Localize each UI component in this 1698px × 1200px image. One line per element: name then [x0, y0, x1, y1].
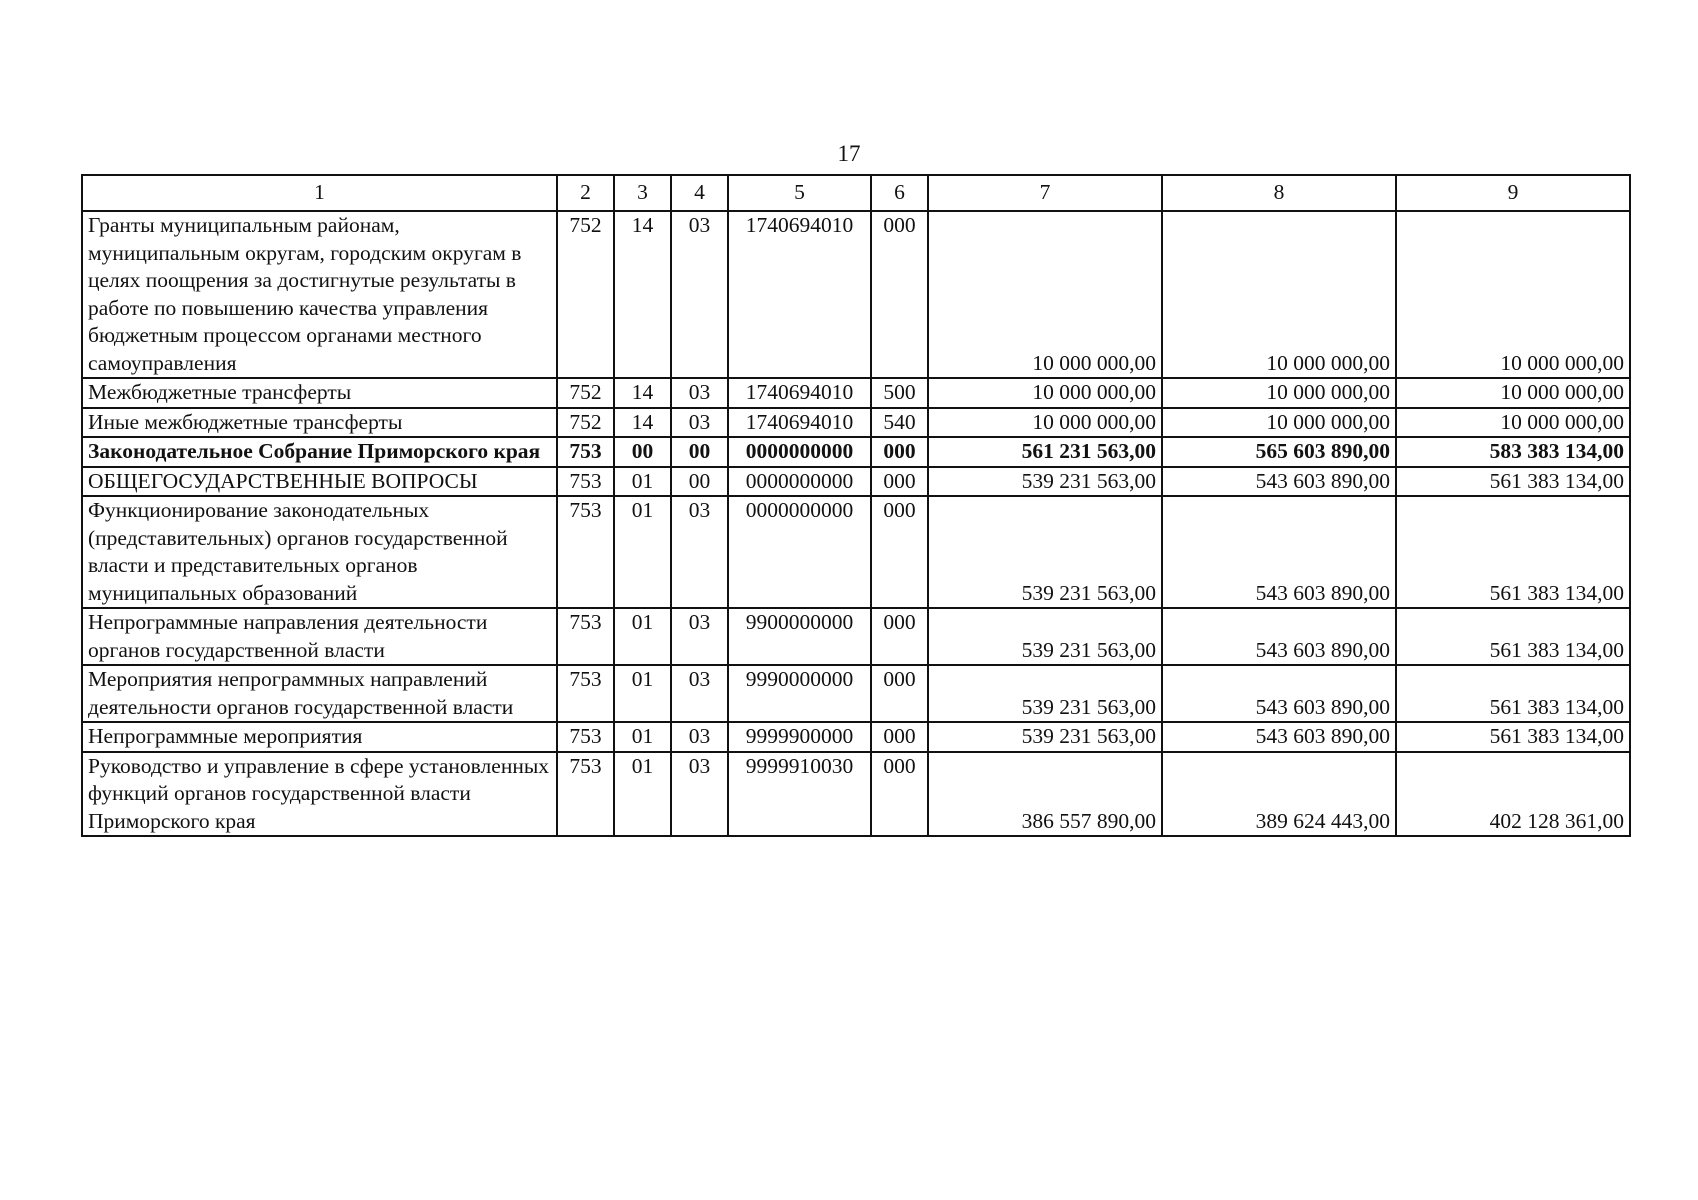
subsection-code-cell: 03 — [671, 408, 728, 438]
amount-col8-cell: 565 603 890,00 — [1162, 437, 1396, 467]
expense-type-code-cell: 000 — [871, 467, 928, 497]
section-code-cell: 01 — [614, 665, 671, 722]
subsection-code-cell: 03 — [671, 378, 728, 408]
expense-type-code-cell: 000 — [871, 752, 928, 837]
ministry-code-cell: 752 — [557, 378, 614, 408]
table-row — [82, 665, 1630, 722]
amount-col9-cell: 10 000 000,00 — [1396, 378, 1630, 408]
table-row — [82, 496, 1630, 608]
item-name-cell: ОБЩЕГОСУДАРСТВЕННЫЕ ВОПРОСЫ — [82, 467, 557, 497]
amount-col7-cell: 539 231 563,00 — [928, 665, 1162, 722]
item-name-cell: Руководство и управление в сфере установленных функций органов государственной власти Приморского края — [82, 752, 557, 837]
subsection-code-cell: 03 — [671, 752, 728, 837]
expense-type-code-cell: 500 — [871, 378, 928, 408]
table-row — [82, 752, 1630, 837]
subsection-code-cell: 03 — [671, 722, 728, 752]
ministry-code-cell: 753 — [557, 665, 614, 722]
section-code-cell: 01 — [614, 608, 671, 665]
amount-col8-cell: 10 000 000,00 — [1162, 408, 1396, 438]
item-name-cell: Мероприятия непрограммных направлений деятельности органов государственной власти — [82, 665, 557, 722]
amount-col7-cell: 10 000 000,00 — [928, 211, 1162, 378]
target-item-code-cell: 9999910030 — [728, 752, 871, 837]
item-name-cell: Непрограммные направления деятельности органов государственной власти — [82, 608, 557, 665]
ministry-code-cell: 753 — [557, 752, 614, 837]
ministry-code-cell: 753 — [557, 722, 614, 752]
amount-col9-cell: 561 383 134,00 — [1396, 608, 1630, 665]
target-item-code-cell: 1740694010 — [728, 378, 871, 408]
table-row — [82, 378, 1630, 408]
amount-col8-cell: 389 624 443,00 — [1162, 752, 1396, 837]
amount-col8-cell: 10 000 000,00 — [1162, 378, 1396, 408]
expense-type-code-cell: 000 — [871, 437, 928, 467]
amount-col7-cell: 10 000 000,00 — [928, 408, 1162, 438]
amount-col7-cell: 539 231 563,00 — [928, 496, 1162, 608]
item-name-cell: Гранты муниципальным районам, муниципальным округам, городским округам в целях поощрения за достигнутые результаты в работе по повышению качества управления бюджетным процессом органами местного самоуправления — [82, 211, 557, 378]
expense-type-code-cell: 000 — [871, 211, 928, 378]
ministry-code-cell: 752 — [557, 211, 614, 378]
target-item-code-cell: 1740694010 — [728, 408, 871, 438]
subsection-code-cell: 00 — [671, 437, 728, 467]
subsection-code-cell: 03 — [671, 211, 728, 378]
amount-col8-cell: 10 000 000,00 — [1162, 211, 1396, 378]
amount-col7-cell: 386 557 890,00 — [928, 752, 1162, 837]
section-code-cell: 01 — [614, 467, 671, 497]
budget-table — [81, 174, 1631, 837]
target-item-code-cell: 9990000000 — [728, 665, 871, 722]
column-number-cell: 8 — [1162, 175, 1396, 211]
column-number-cell: 2 — [557, 175, 614, 211]
target-item-code-cell: 1740694010 — [728, 211, 871, 378]
amount-col7-cell: 10 000 000,00 — [928, 378, 1162, 408]
amount-col9-cell: 561 383 134,00 — [1396, 665, 1630, 722]
item-name-cell: Непрограммные мероприятия — [82, 722, 557, 752]
target-item-code-cell: 0000000000 — [728, 467, 871, 497]
ministry-code-cell: 753 — [557, 496, 614, 608]
expense-type-code-cell: 000 — [871, 496, 928, 608]
target-item-code-cell: 9900000000 — [728, 608, 871, 665]
amount-col9-cell: 561 383 134,00 — [1396, 496, 1630, 608]
subsection-code-cell: 03 — [671, 496, 728, 608]
amount-col8-cell: 543 603 890,00 — [1162, 665, 1396, 722]
expense-type-code-cell: 000 — [871, 722, 928, 752]
item-name-cell: Законодательное Собрание Приморского края — [82, 437, 557, 467]
table-row — [82, 608, 1630, 665]
subsection-code-cell: 03 — [671, 608, 728, 665]
section-code-cell: 01 — [614, 722, 671, 752]
table-row — [82, 211, 1630, 378]
amount-col9-cell: 402 128 361,00 — [1396, 752, 1630, 837]
column-number-cell: 7 — [928, 175, 1162, 211]
amount-col7-cell: 561 231 563,00 — [928, 437, 1162, 467]
ministry-code-cell: 753 — [557, 608, 614, 665]
section-code-cell: 14 — [614, 408, 671, 438]
section-code-cell: 01 — [614, 752, 671, 837]
amount-col7-cell: 539 231 563,00 — [928, 608, 1162, 665]
ministry-code-cell: 753 — [557, 467, 614, 497]
amount-col8-cell: 543 603 890,00 — [1162, 467, 1396, 497]
target-item-code-cell: 0000000000 — [728, 496, 871, 608]
target-item-code-cell: 9999900000 — [728, 722, 871, 752]
table-row — [82, 722, 1630, 752]
target-item-code-cell: 0000000000 — [728, 437, 871, 467]
column-number-cell: 4 — [671, 175, 728, 211]
section-code-cell: 14 — [614, 211, 671, 378]
amount-col8-cell: 543 603 890,00 — [1162, 608, 1396, 665]
table-row — [82, 408, 1630, 438]
amount-col8-cell: 543 603 890,00 — [1162, 496, 1396, 608]
amount-col7-cell: 539 231 563,00 — [928, 722, 1162, 752]
column-number-cell: 6 — [871, 175, 928, 211]
item-name-cell: Межбюджетные трансферты — [82, 378, 557, 408]
section-code-cell: 00 — [614, 437, 671, 467]
column-number-row — [82, 175, 1630, 211]
item-name-cell: Функционирование законодательных (представительных) органов государственной власти и представительных органов муниципальных образований — [82, 496, 557, 608]
amount-col9-cell: 10 000 000,00 — [1396, 211, 1630, 378]
expense-type-code-cell: 000 — [871, 608, 928, 665]
section-code-cell: 01 — [614, 496, 671, 608]
amount-col7-cell: 539 231 563,00 — [928, 467, 1162, 497]
column-number-cell: 9 — [1396, 175, 1630, 211]
amount-col9-cell: 561 383 134,00 — [1396, 467, 1630, 497]
table-row — [82, 467, 1630, 497]
column-number-cell: 5 — [728, 175, 871, 211]
ministry-code-cell: 753 — [557, 437, 614, 467]
amount-col8-cell: 543 603 890,00 — [1162, 722, 1396, 752]
item-name-cell: Иные межбюджетные трансферты — [82, 408, 557, 438]
ministry-code-cell: 752 — [557, 408, 614, 438]
column-number-cell: 3 — [614, 175, 671, 211]
column-number-cell: 1 — [82, 175, 557, 211]
amount-col9-cell: 583 383 134,00 — [1396, 437, 1630, 467]
expense-type-code-cell: 540 — [871, 408, 928, 438]
page-number: 17 — [837, 141, 861, 166]
expense-type-code-cell: 000 — [871, 665, 928, 722]
amount-col9-cell: 10 000 000,00 — [1396, 408, 1630, 438]
section-code-cell: 14 — [614, 378, 671, 408]
subsection-code-cell: 00 — [671, 467, 728, 497]
table-row — [82, 437, 1630, 467]
amount-col9-cell: 561 383 134,00 — [1396, 722, 1630, 752]
subsection-code-cell: 03 — [671, 665, 728, 722]
